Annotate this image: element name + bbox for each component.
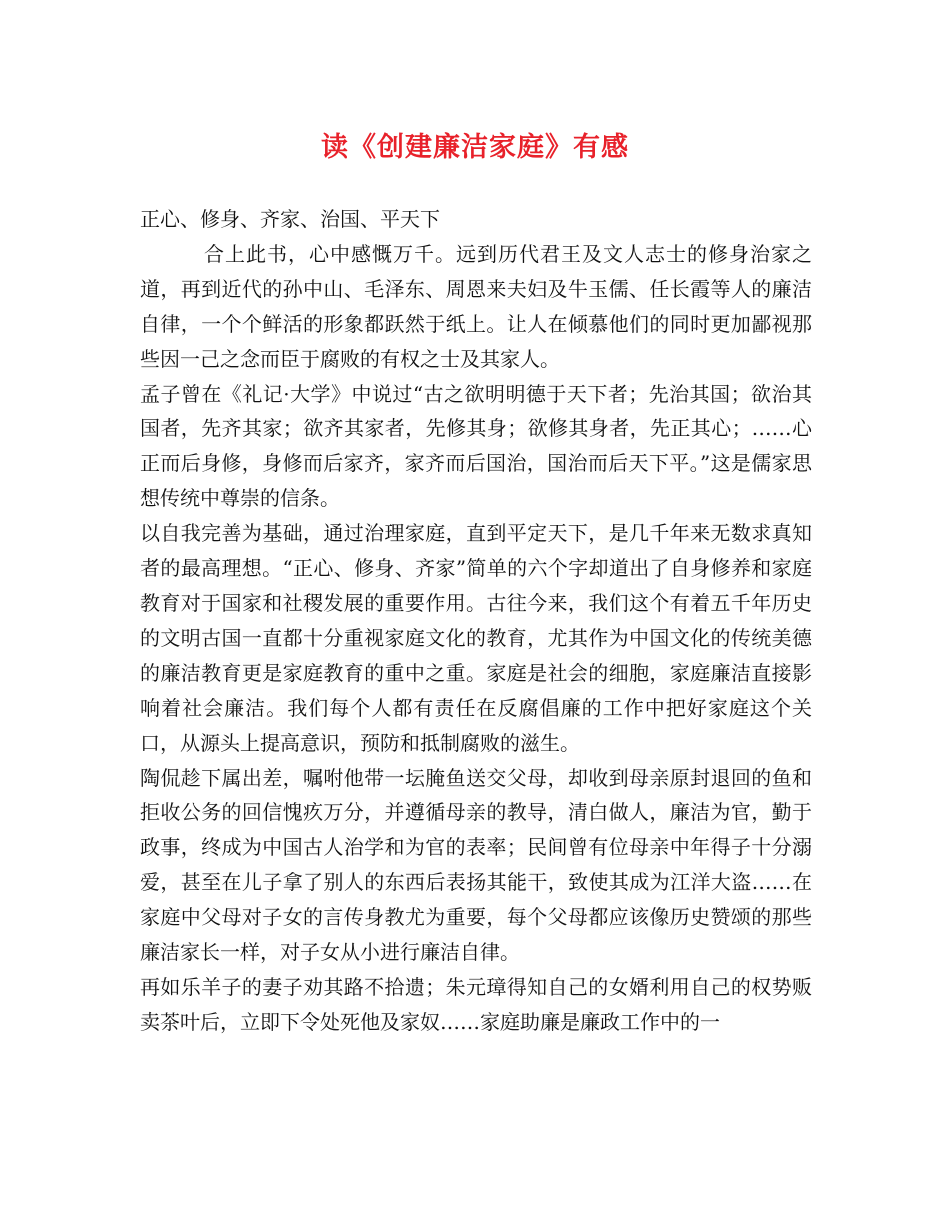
- document-title: 读《创建廉洁家庭》有感: [321, 132, 629, 163]
- paragraph: 再如乐羊子的妻子劝其路不拾遗；朱元璋得知自己的女婿利用自己的权势贩卖茶叶后，立即下令处死他及家奴……家庭助廉是廉政工作中的一: [140, 974, 812, 1034]
- document-body: [140, 202, 812, 1040]
- paragraph-subtitle: 正心、修身、齐家、治国、平天下: [140, 207, 440, 231]
- paragraph: 孟子曾在《礼记·大学》中说过“古之欲明明德于天下者；先治其国；欲治其国者，先齐其家；欲齐其家者，先修其身；欲修其身者，先正其心；……心正而后身修，身修而后家齐，家齐而后国治，国治而后天下平。”这是儒家思想传统中尊崇的信条。: [140, 381, 812, 511]
- paragraph: 以自我完善为基础，通过治理家庭，直到平定天下，是几千年来无数求真知者的最高理想。“正心、修身、齐家”简单的六个字却道出了自身修养和家庭教育对于国家和社稷发展的重要作用。古往今来，我们这个有着五千年历史的文明古国一直都十分重视家庭文化的教育，尤其作为中国文化的传统美德的廉洁教育更是家庭教育的重中之重。家庭是社会的细胞，家庭廉洁直接影响着社会廉洁。我们每个人都有责任在反腐倡廉的工作中把好家庭这个关口，从源头上提高意识，预防和抵制腐败的滋生。: [140, 521, 812, 755]
- paragraph: 陶侃趁下属出差，嘱咐他带一坛腌鱼送交父母，却收到母亲原封退回的鱼和拒收公务的回信愧疚万分，并遵循母亲的教导，清白做人，廉洁为官，勤于政事，终成为中国古人治学和为官的表率；民间曾有位母亲中年得子十分溺爱，甚至在儿子拿了别人的东西后表扬其能干，致使其成为江洋大盗……在家庭中父母对子女的言传身教尤为重要，每个父母都应该像历史赞颂的那些廉洁家长一样，对子女从小进行廉洁自律。: [140, 765, 812, 965]
- paragraph: 合上此书，心中感慨万千。远到历代君王及文人志士的修身治家之道，再到近代的孙中山、毛泽东、周恩来夫妇及牛玉儒、任长霞等人的廉洁自律，一个个鲜活的形象都跃然于纸上。让人在倾慕他们的同时更加鄙视那些因一己之念而臣于腐败的有权之士及其家人。: [140, 241, 812, 371]
